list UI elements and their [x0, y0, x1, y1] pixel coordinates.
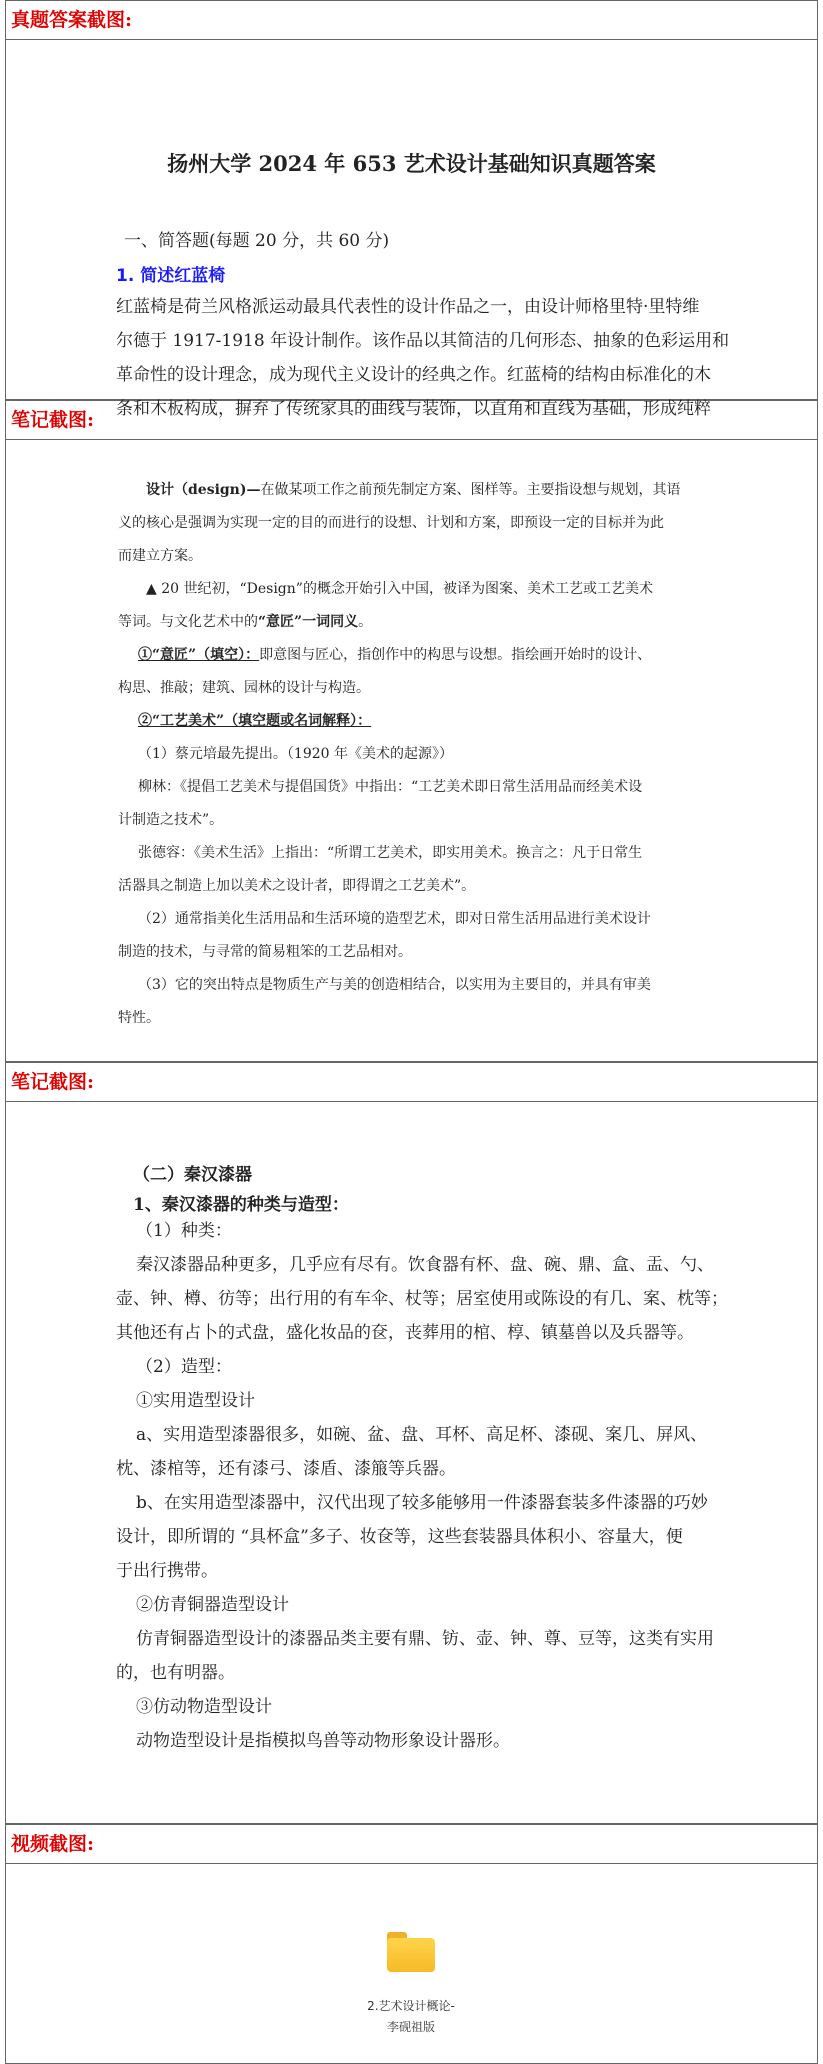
note-text: 秦汉漆器品种更多，几乎应有尽有。饮食器有杯、盘、碗、鼎、盒、盂、勺、 [136, 1255, 714, 1275]
note-text: ▲ 20 世纪初，“Design”的概念开始引入中国，被译为图案、美术工艺或工艺美术 [146, 581, 653, 597]
folder-icon[interactable] [387, 1932, 435, 1972]
answer-panel [5, 40, 818, 419]
note-text: 即意图与匠心，指创作中的构思与设想。指绘画开始时的设计、 [259, 647, 652, 663]
note-text: 壶、钟、樽、彷等；出行用的有车伞、杖等；居室使用或陈设的有几、案、枕等； [116, 1289, 728, 1309]
note-text: 张德容：《美术生活》上指出：“所谓工艺美术，即实用美术。换言之：凡于日常生 [138, 845, 643, 861]
term-design: 设计（design)— [146, 482, 261, 498]
note-text: 。 [358, 614, 373, 630]
note-text: 而建立方案。 [118, 548, 202, 564]
note-text: 枕、漆棺等，还有漆弓、漆盾、漆箙等兵器。 [116, 1459, 456, 1479]
answer-line: 革命性的设计理念，成为现代主义设计的经典之作。红蓝椅的结构由标准化的木 [116, 365, 711, 385]
note-text: 设计，即所谓的 “具杯盒”多子、妆奁等，这些套装器具体积小、容量大，便 [116, 1527, 683, 1547]
note-text: 等词。与文化艺术中的 [118, 614, 258, 630]
answer-body [116, 290, 736, 426]
video-section-header: 视频截图: [5, 1824, 818, 1864]
note-text: （2）造型： [136, 1357, 232, 1377]
note-text: 动物造型设计是指模拟鸟兽等动物形象设计器形。 [136, 1731, 510, 1751]
note-text: 特性。 [118, 1010, 160, 1026]
answer-section-header: 真题答案截图: [5, 0, 818, 40]
document-page [5, 0, 818, 2064]
note1-section-header: 笔记截图: [5, 400, 818, 440]
note-text: 的，也有明器。 [116, 1663, 235, 1683]
note-text: （2）通常指美化生活用品和生活环境的造型艺术，即对日常生活用品进行美术设计 [138, 911, 651, 927]
note2-panel [5, 1102, 818, 1824]
note-text: ③仿动物造型设计 [136, 1697, 272, 1717]
answer-title: 扬州大学 2024 年 653 艺术设计基础知识真题答案 [167, 151, 656, 176]
note-emphasis: “意匠”一词同义 [258, 614, 359, 630]
answer-section-label: 一、简答题(每题 20 分，共 60 分) [124, 231, 390, 251]
question-heading: 1. 简述红蓝椅 [116, 266, 226, 286]
note-text: ②仿青铜器造型设计 [136, 1595, 289, 1615]
note-text: 柳林：《提倡工艺美术与提倡国货》中指出：“工艺美术即日常生活用品而经美术设 [138, 779, 643, 795]
note-text: 制造的技术，与寻常的简易粗笨的工艺品相对。 [118, 944, 412, 960]
note-text: 于出行携带。 [116, 1561, 218, 1581]
note-text: 其他还有占卜的式盘，盛化妆品的奁，丧葬用的棺、椁、镇墓兽以及兵器等。 [116, 1323, 694, 1343]
note-text: 构思、推敲；建筑、园林的设计与构造。 [118, 680, 370, 696]
note1-panel [5, 440, 818, 1062]
note-text: a、实用造型漆器很多，如碗、盆、盘、耳杯、高足杯、漆砚、案几、屏风、 [136, 1425, 708, 1445]
note-text: 计制造之技术”。 [118, 812, 224, 828]
note-text: 仿青铜器造型设计的漆器品类主要有鼎、钫、壶、钟、尊、豆等，这类有实用 [136, 1629, 714, 1649]
note-text: 义的核心是强调为实现一定的目的而进行的设想、计划和方案，即预设一定的目标并为此 [118, 515, 664, 531]
note2-heading: （二）秦汉漆器 [133, 1165, 252, 1185]
answer-line: 尔德于 1917-1918 年设计制作。该作品以其简洁的几何形态、抽象的色彩运用和 [116, 331, 730, 351]
video-panel [5, 1864, 818, 2064]
note-text: （1）种类： [136, 1221, 232, 1241]
term-yijiang: ①“意匠”（填空）： [138, 647, 260, 663]
note-text: b、在实用造型漆器中，汉代出现了较多能够用一件漆器套装多件漆器的巧妙 [136, 1493, 708, 1513]
note1-body [118, 474, 718, 1035]
term-gongyi-meishu: ②“工艺美术”（填空题或名词解释）： [138, 713, 372, 729]
note2-section-header: 笔记截图: [5, 1062, 818, 1102]
note-text: ①实用造型设计 [136, 1391, 255, 1411]
note-text: 活器具之制造上加以美术之设计者，即得谓之工艺美术”。 [118, 878, 476, 894]
folder-name-line: 李砚祖版 [386, 2020, 435, 2034]
note2-subheading: 1、秦汉漆器的种类与造型： [133, 1195, 349, 1215]
answer-line: 红蓝椅是荷兰风格派运动最具代表性的设计作品之一，由设计师格里特·里特维 [116, 297, 700, 317]
note-text: （3）它的突出特点是物质生产与美的创造相结合，以实用为主要目的，并具有审美 [138, 977, 651, 993]
note-text: 在做某项工作之前预先制定方案、图样等。主要指设想与规划，其语 [260, 482, 681, 498]
folder-name[interactable] [306, 1996, 516, 2038]
folder-name-line: 2.艺术设计概论- [367, 1999, 455, 2013]
note2-body [116, 1214, 736, 1758]
note-text: （1）蔡元培最先提出。（1920 年《美术的起源》） [138, 746, 453, 762]
answer-line: 条和木板构成，摒弃了传统家具的曲线与装饰，以直角和直线为基础，形成纯粹 [116, 399, 711, 419]
